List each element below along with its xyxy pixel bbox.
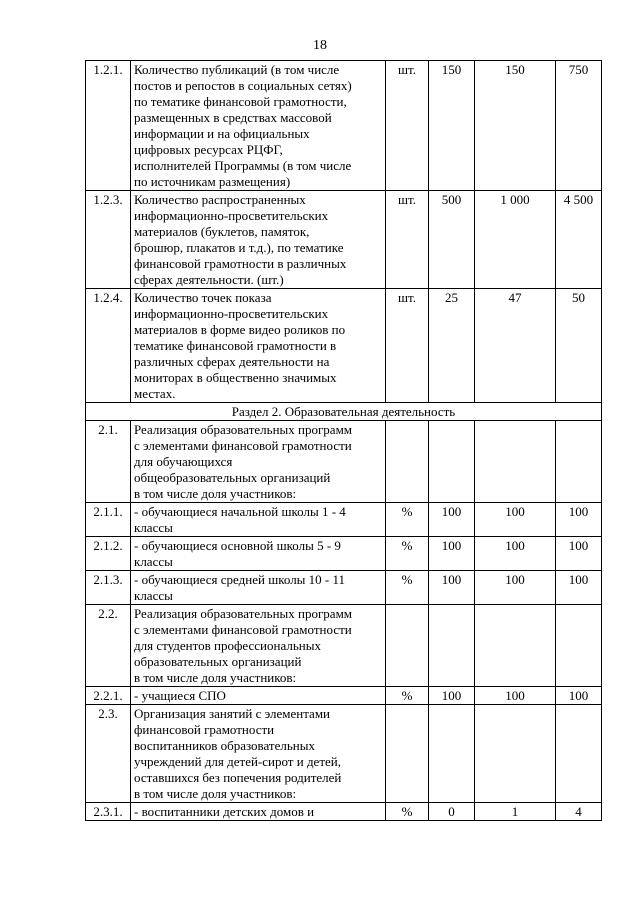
row-number: 2.1.1. bbox=[86, 503, 131, 537]
table-row bbox=[86, 503, 602, 537]
description-line: Реализация образовательных программ bbox=[134, 606, 353, 621]
table-row bbox=[86, 803, 602, 821]
description-line: по источникам размещения) bbox=[134, 174, 291, 189]
description-line: финансовой грамотности bbox=[134, 722, 275, 737]
value-year-3 bbox=[556, 605, 602, 687]
indicator-description bbox=[131, 421, 386, 503]
description-line: постов и репостов в социальных сетях) bbox=[134, 78, 352, 93]
value-year-3: 100 bbox=[556, 687, 602, 705]
unit-of-measure: % bbox=[386, 687, 429, 705]
value-year-1: 100 bbox=[429, 537, 475, 571]
description-line: классы bbox=[134, 588, 173, 603]
row-number: 1.2.1. bbox=[86, 61, 131, 191]
value-year-1: 100 bbox=[429, 687, 475, 705]
row-number: 1.2.4. bbox=[86, 289, 131, 403]
value-year-3: 50 bbox=[556, 289, 602, 403]
description-line: материалов (буклетов, памяток, bbox=[134, 224, 310, 239]
description-line: Количество точек показа bbox=[134, 290, 272, 305]
row-number: 1.2.3. bbox=[86, 191, 131, 289]
unit-of-measure: % bbox=[386, 803, 429, 821]
row-number: 2.2.1. bbox=[86, 687, 131, 705]
description-line: - воспитанники детских домов и bbox=[134, 804, 315, 819]
value-year-3: 750 bbox=[556, 61, 602, 191]
value-year-1: 500 bbox=[429, 191, 475, 289]
description-line: брошюр, плакатов и т.д.), по тематике bbox=[134, 240, 344, 255]
description-line: в том числе доля участников: bbox=[134, 786, 297, 801]
description-line: по тематике финансовой грамотности, bbox=[134, 94, 347, 109]
value-year-2: 1 000 bbox=[475, 191, 556, 289]
value-year-3: 100 bbox=[556, 537, 602, 571]
value-year-2: 100 bbox=[475, 687, 556, 705]
unit-of-measure bbox=[386, 705, 429, 803]
value-year-2: 150 bbox=[475, 61, 556, 191]
indicator-description bbox=[131, 61, 386, 191]
unit-of-measure: % bbox=[386, 503, 429, 537]
row-number: 2.2. bbox=[86, 605, 131, 687]
description-line: общеобразовательных организаций bbox=[134, 470, 331, 485]
description-line: различных сферах деятельности на bbox=[134, 354, 330, 369]
table-row bbox=[86, 687, 602, 705]
unit-of-measure: шт. bbox=[386, 61, 429, 191]
value-year-2 bbox=[475, 421, 556, 503]
table-row bbox=[86, 421, 602, 503]
description-line: для обучающихся bbox=[134, 454, 233, 469]
indicator-description bbox=[131, 705, 386, 803]
description-line: - обучающиеся основной школы 5 - 9 bbox=[134, 538, 341, 553]
row-number: 2.3.1. bbox=[86, 803, 131, 821]
value-year-1: 150 bbox=[429, 61, 475, 191]
row-number: 2.1.2. bbox=[86, 537, 131, 571]
description-line: для студентов профессиональных bbox=[134, 638, 321, 653]
description-line: классы bbox=[134, 520, 173, 535]
value-year-3: 4 bbox=[556, 803, 602, 821]
value-year-1: 100 bbox=[429, 503, 475, 537]
description-line: тематике финансовой грамотности в bbox=[134, 338, 337, 353]
value-year-1 bbox=[429, 605, 475, 687]
indicator-description bbox=[131, 191, 386, 289]
value-year-3: 100 bbox=[556, 571, 602, 605]
row-number: 2.1.3. bbox=[86, 571, 131, 605]
value-year-1 bbox=[429, 421, 475, 503]
description-line: в том числе доля участников: bbox=[134, 486, 297, 501]
description-line: - обучающиеся средней школы 10 - 11 bbox=[134, 572, 346, 587]
value-year-3: 100 bbox=[556, 503, 602, 537]
description-line: Количество распространенных bbox=[134, 192, 306, 207]
value-year-2: 100 bbox=[475, 571, 556, 605]
section-title: Раздел 2. Образовательная деятельность bbox=[86, 403, 602, 421]
value-year-1 bbox=[429, 705, 475, 803]
description-line: - учащиеся СПО bbox=[134, 688, 226, 703]
indicator-description bbox=[131, 605, 386, 687]
description-line: с элементами финансовой грамотности bbox=[134, 622, 352, 637]
value-year-1: 25 bbox=[429, 289, 475, 403]
value-year-2: 1 bbox=[475, 803, 556, 821]
description-line: - обучающиеся начальной школы 1 - 4 bbox=[134, 504, 346, 519]
row-number: 2.1. bbox=[86, 421, 131, 503]
indicator-description bbox=[131, 803, 386, 821]
table-row bbox=[86, 191, 602, 289]
section-header-row bbox=[86, 403, 602, 421]
table-row bbox=[86, 571, 602, 605]
description-line: исполнителей Программы (в том числе bbox=[134, 158, 352, 173]
description-line: образовательных организаций bbox=[134, 654, 302, 669]
table-row bbox=[86, 605, 602, 687]
value-year-2: 47 bbox=[475, 289, 556, 403]
description-line: оставшихся без попечения родителей bbox=[134, 770, 342, 785]
description-line: финансовой грамотности в различных bbox=[134, 256, 347, 271]
value-year-2 bbox=[475, 705, 556, 803]
table-row bbox=[86, 537, 602, 571]
description-line: местах. bbox=[134, 386, 176, 401]
description-line: цифровых ресурсах РЦФГ, bbox=[134, 142, 283, 157]
indicator-description bbox=[131, 687, 386, 705]
description-line: в том числе доля участников: bbox=[134, 670, 297, 685]
unit-of-measure: шт. bbox=[386, 289, 429, 403]
unit-of-measure: % bbox=[386, 571, 429, 605]
table-row bbox=[86, 705, 602, 803]
description-line: мониторах в общественно значимых bbox=[134, 370, 337, 385]
indicator-description bbox=[131, 537, 386, 571]
description-line: информации и на официальных bbox=[134, 126, 310, 141]
description-line: с элементами финансовой грамотности bbox=[134, 438, 352, 453]
value-year-1: 0 bbox=[429, 803, 475, 821]
description-line: материалов в форме видео роликов по bbox=[134, 322, 346, 337]
description-line: сферах деятельности. (шт.) bbox=[134, 272, 284, 287]
unit-of-measure: % bbox=[386, 537, 429, 571]
unit-of-measure: шт. bbox=[386, 191, 429, 289]
description-line: воспитанников образовательных bbox=[134, 738, 315, 753]
description-line: Количество публикаций (в том числе bbox=[134, 62, 340, 77]
table-row bbox=[86, 289, 602, 403]
table-body bbox=[86, 61, 602, 821]
value-year-3 bbox=[556, 421, 602, 503]
description-line: размещенных в средствах массовой bbox=[134, 110, 332, 125]
indicator-description bbox=[131, 289, 386, 403]
description-line: классы bbox=[134, 554, 173, 569]
description-line: информационно-просветительских bbox=[134, 306, 329, 321]
indicator-description bbox=[131, 571, 386, 605]
value-year-2: 100 bbox=[475, 537, 556, 571]
unit-of-measure bbox=[386, 605, 429, 687]
value-year-1: 100 bbox=[429, 571, 475, 605]
value-year-2: 100 bbox=[475, 503, 556, 537]
value-year-3 bbox=[556, 705, 602, 803]
table-row bbox=[86, 61, 602, 191]
description-line: Реализация образовательных программ bbox=[134, 422, 353, 437]
description-line: информационно-просветительских bbox=[134, 208, 329, 223]
value-year-2 bbox=[475, 605, 556, 687]
page-number: 18 bbox=[313, 38, 327, 53]
row-number: 2.3. bbox=[86, 705, 131, 803]
indicators-table bbox=[85, 60, 602, 821]
indicator-description bbox=[131, 503, 386, 537]
description-line: Организация занятий с элементами bbox=[134, 706, 331, 721]
description-line: учреждений для детей-сирот и детей, bbox=[134, 754, 341, 769]
unit-of-measure bbox=[386, 421, 429, 503]
value-year-3: 4 500 bbox=[556, 191, 602, 289]
